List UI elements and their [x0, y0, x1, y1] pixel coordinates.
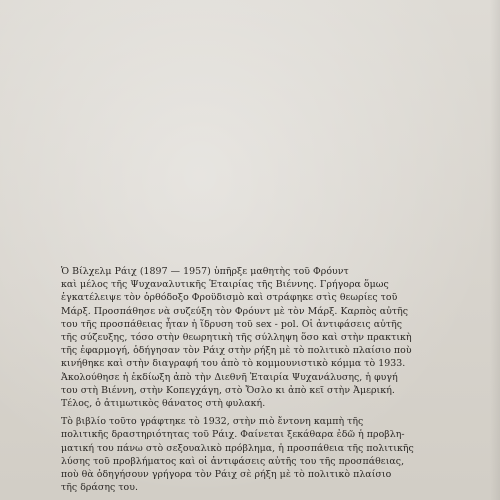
- text-line: κινήθηκε καὶ στὴν διαγραφή του ἀπὸ τὸ κομμουνιστικὸ κόμμα τὸ 1933.: [61, 358, 406, 370]
- paragraph-1: [47, 265, 467, 410]
- text-line: λύσης τοῦ προβλήματος καὶ οἱ ἀντιφάσεις αὐτῆς του τῆς προσπάθειας,: [61, 455, 405, 467]
- text-line: του στὴ Βιέννη, στὴν Κοπεγχάγη, στὸ Ὄσλο κι ἀπὸ κεῖ στὴν Ἀμερική.: [61, 384, 395, 396]
- paragraph-2: [47, 415, 467, 494]
- text-line: τῆς σύζευξης, τόσο στὴν θεωρητικὴ τῆς σύλληψη ὅσο καὶ στὴν πρακτικὴ: [61, 332, 412, 344]
- text-line: Τὸ βιβλίο τοῦτο γράφτηκε τὸ 1932, στὴν πιὸ ἔντονη καμπὴ τῆς: [61, 416, 364, 428]
- text-line: Μάρξ. Προσπάθησε νὰ συζεύξη τὸν Φρόυντ μὲ τὸν Μάρξ. Καρπὸς αὐτῆς: [61, 305, 409, 317]
- text-line: Τέλος, ὁ ἀτιμωτικὸς θάνατος στὴ φυλακή.: [61, 398, 266, 410]
- text-line: πολιτικῆς δραστηριότητας τοῦ Ράιχ. Φαίνεται ξεκάθαρα ἐδῶ ἡ προβλη-: [61, 429, 405, 441]
- text-line: καὶ μέλος τῆς Ψυχαναλυτικῆς Ἑταιρίας τῆς Βιέννης. Γρήγορα ὅμως: [61, 279, 389, 291]
- text-line: του τῆς προσπάθειας ἦταν ἡ ἵδρυση τοῦ sex - pol. Οἱ ἀντιφάσεις αὐτῆς: [61, 318, 403, 330]
- page-edge-shadow: [490, 0, 500, 500]
- text-line: τῆς δράσης του.: [61, 482, 139, 494]
- text-line: τῆς ἐφαρμογή, ὁδήγησαν τὸν Ράιχ στὴν ρήξη μὲ τὸ πολιτικὸ πλαίσιο ποὺ: [61, 345, 412, 357]
- text-line: Ἀκολούθησε ἡ ἐκδίωξη ἀπὸ τὴν Διεθνῆ Ἑταιρία Ψυχανάλυσης, ἡ φυγή: [61, 371, 398, 383]
- text-line: Ὁ Βίλχελμ Ράιχ (1897 — 1957) ὑπῆρξε μαθητὴς τοῦ Φρόυντ: [61, 266, 349, 277]
- text-line: ματική του πάνω στὸ σεξουαλικὸ πρόβλημα, ἡ προσπάθεια τῆς πολιτικῆς: [61, 442, 414, 454]
- text-line: ἐγκατέλειψε τὸν ὀρθόδοξο Φροϋδισμὸ καὶ στράφηκε στὶς θεωρίες τοῦ: [61, 292, 398, 304]
- body-text: [47, 265, 467, 494]
- text-line: ποὺ θὰ ὁδηγήσουν γρήγορα τὸν Ράιχ σὲ ρήξη μὲ τὸ πολιτικὸ πλαίσιο: [61, 469, 392, 481]
